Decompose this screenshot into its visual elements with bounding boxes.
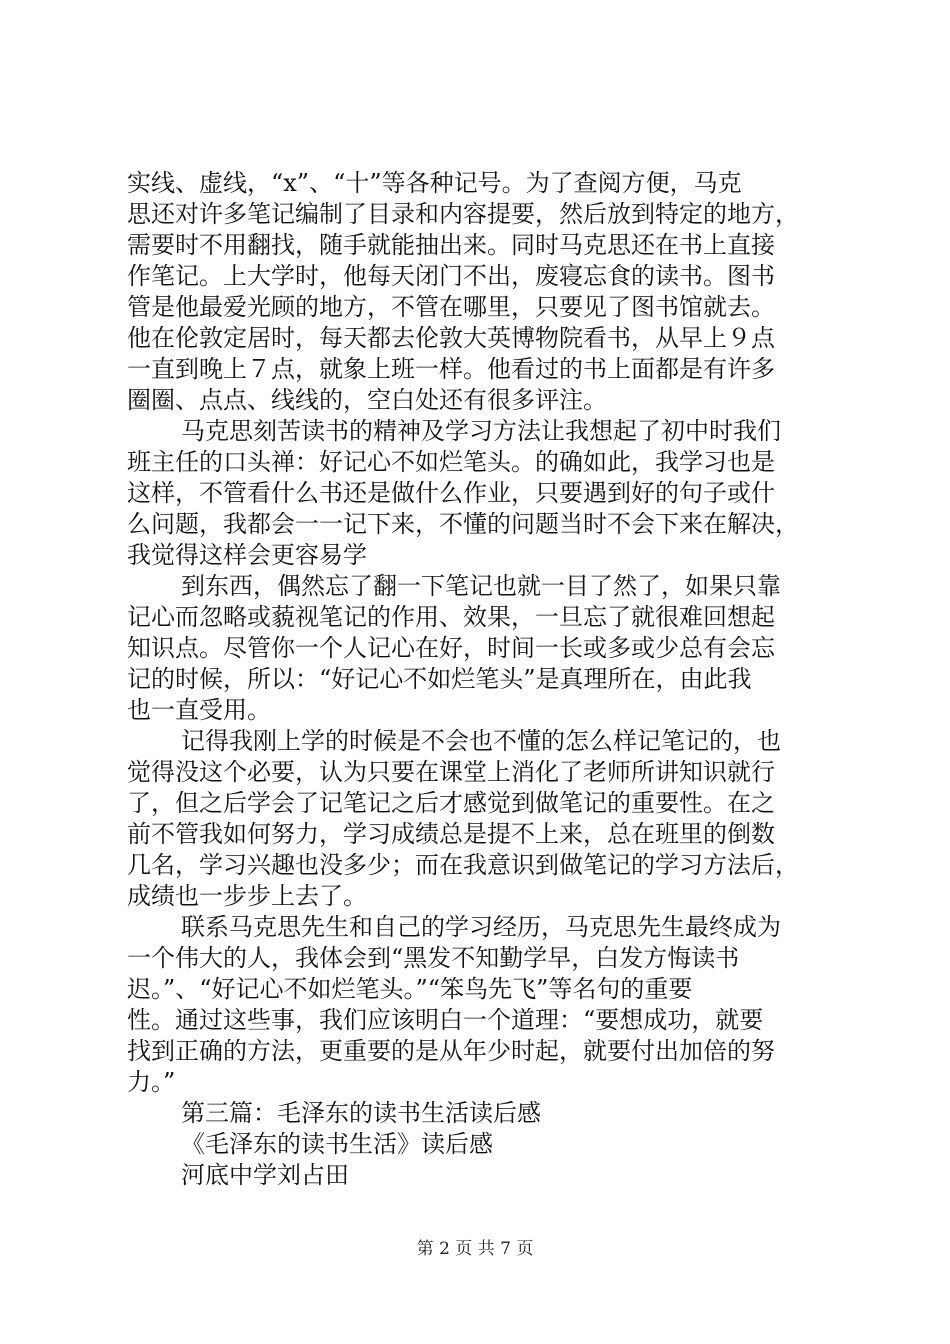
page-number-footer: 第 2 页 共 7 页 [416,1239,534,1259]
text-line: 记心而忽略或藐视笔记的作用、效果，一旦忘了就很难回想起 [127,603,775,631]
text-line: 力。” [127,1068,176,1096]
text-line: 一直到晚上７点，就象上班一样。他看过的书上面都是有许多 [127,355,775,383]
text-line: 实线、虚线，“x”、“十”等各种记号。为了查阅方便，马克 [127,169,742,197]
text-line: 迟。”、“好记心不如烂笔头。”“笨鸟先飞”等名句的重要 [127,975,693,1003]
text-line: 知识点。尽管你一个人记心在好，时间一长或多或少总有会忘 [127,634,775,662]
paragraph-start-line: 到东西，偶然忘了翻一下笔记也就一目了然了，如果只靠 [181,572,781,600]
text-line: 作笔记。上大学时，他每天闭门不出，废寝忘食的读书。图书 [127,262,775,290]
text-line: 记的时候，所以：“好记心不如烂笔头”是真理所在，由此我 [127,665,752,693]
text-line: 了，但之后学会了记笔记之后才感觉到做笔记的重要性。在之 [127,789,775,817]
paragraph-start-line: 联系马克思先生和自己的学习经历，马克思先生最终成为 [181,913,781,941]
text-line: 管是他最爱光顾的地方，不管在哪里，只要见了图书馆就去。 [127,293,775,321]
text-line: 班主任的口头禅：好记心不如烂笔头。的确如此，我学习也是 [127,448,775,476]
text-line: 也一直受用。 [127,696,271,724]
text-line: 成绩也一步步上去了。 [127,882,367,910]
article-title: 《毛泽东的读书生活》读后感 [181,1130,493,1158]
paragraph-start-line: 记得我刚上学的时候是不会也不懂的怎么样记笔记的，也 [181,727,781,755]
section-heading: 第三篇：毛泽东的读书生活读后感 [181,1099,541,1127]
text-line: 么问题，我都会一一记下来，不懂的问题当时不会下来在解决， [127,510,799,538]
text-line: 他在伦敦定居时，每天都去伦敦大英博物院看书，从早上９点 [127,324,775,352]
text-line: 这样，不管看什么书还是做什么作业，只要遇到好的句子或什 [127,479,775,507]
text-line: 我觉得这样会更容易学 [127,541,367,569]
text-line: 前不管我如何努力，学习成绩总是提不上来，总在班里的倒数 [127,820,775,848]
body-text [127,168,827,1191]
text-line: 一个伟大的人，我体会到“黑发不知勤学早，白发方悔读书 [127,944,740,972]
author-line: 河底中学刘占田 [181,1161,349,1189]
text-line: 几名，学习兴趣也没多少；而在我意识到做笔记的学习方法后， [127,851,799,879]
text-line: 需要时不用翻找，随手就能抽出来。同时马克思还在书上直接 [127,231,775,259]
text-line: 思还对许多笔记编制了目录和内容提要，然后放到特定的地方， [127,200,799,228]
paragraph-start-line: 马克思刻苦读书的精神及学习方法让我想起了初中时我们 [181,417,781,445]
text-line: 觉得没这个必要，认为只要在课堂上消化了老师所讲知识就行 [127,758,775,786]
text-line: 找到正确的方法，更重要的是从年少时起，就要付出加倍的努 [127,1037,775,1065]
text-line: 性。通过这些事，我们应该明白一个道理：“要想成功，就要 [127,1006,764,1034]
text-line: 圈圈、点点、线线的，空白处还有很多评注。 [127,386,607,414]
